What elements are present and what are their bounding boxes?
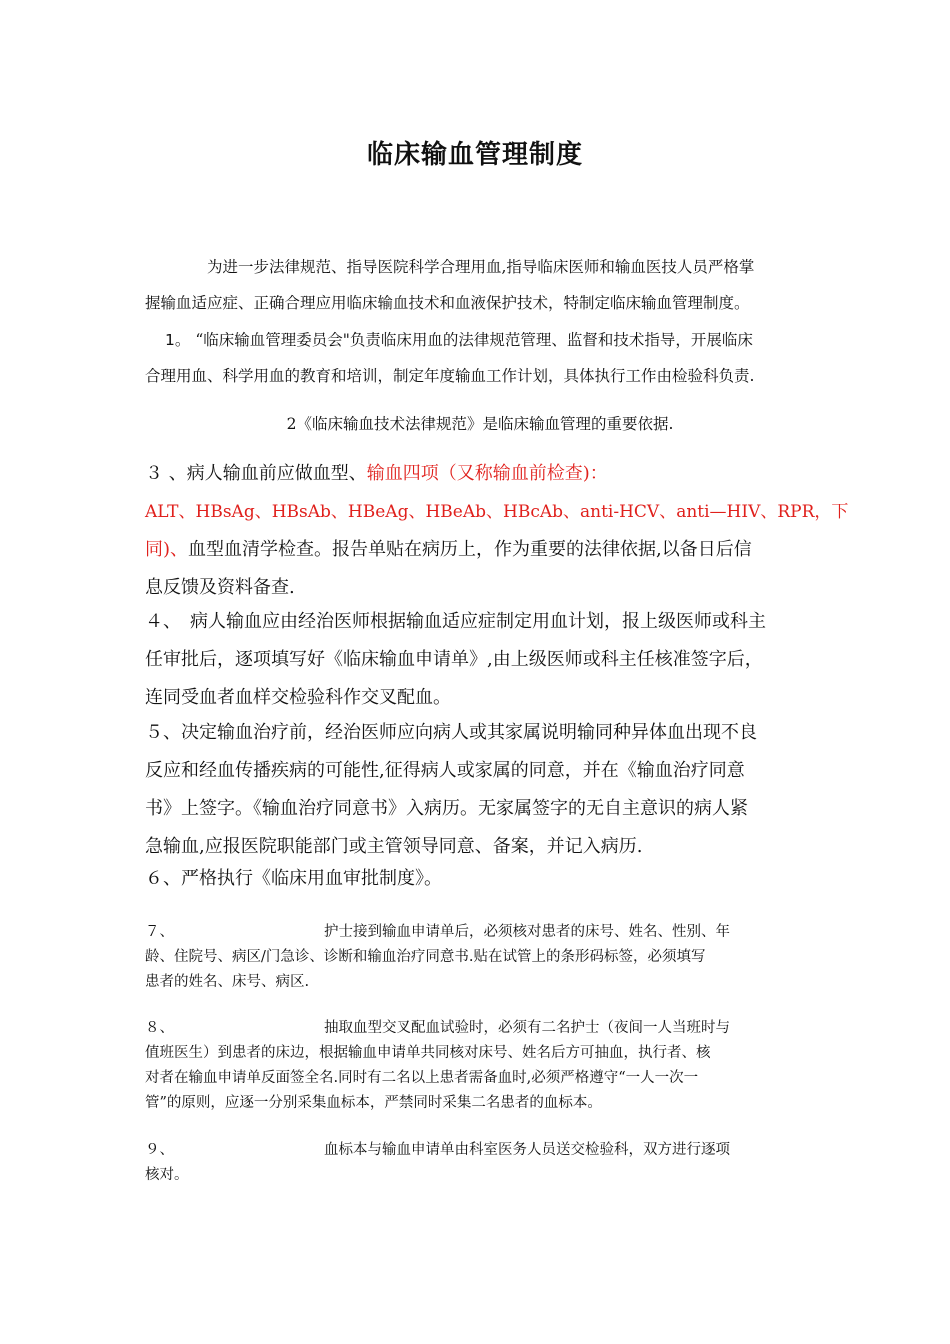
item-3-red-1: 输血四项（又称输血前检查)： xyxy=(366,463,608,484)
item-1-line-1: “临床输血管理委员会"负责临床用血的法律规范管理、监督和技术指导，开展临床 xyxy=(195,331,753,349)
item-5-line-1: ５、决定输血治疗前，经治医师应向病人或其家属说明输同种异体血出现不良 xyxy=(145,722,757,743)
item-8 xyxy=(145,1016,815,1116)
item-8-line-4: 管”的原则，应逐一分别采集血标本，严禁同时采集二名患者的血标本。 xyxy=(145,1095,602,1111)
item-7-line-1: 护士接到输血申请单后，必须核对患者的床号、姓名、性别、年 xyxy=(324,924,730,940)
item-8-line-3: 对者在输血申请单反面签全名.同时有二名以上患者需备血时,必须严格遵守“一人一次一 xyxy=(145,1070,699,1086)
item-3 xyxy=(145,455,849,607)
intro-line-1: 为进一步法律规范、指导医院科学合理用血,指导临床医师和输血医技人员严格掌 xyxy=(207,258,755,276)
item-4 xyxy=(145,603,815,717)
intro-paragraph xyxy=(145,249,815,321)
item-1-number: 1。 xyxy=(165,331,191,349)
item-9-line-1: 血标本与输血申请单由科室医务人员送交检验科，双方进行逐项 xyxy=(324,1142,730,1158)
item-7-number: ７、 xyxy=(145,924,174,940)
intro-line-2: 握输血适应症、正确合理应用临床输血技术和血液保护技术，特制定临床输血管理制度。 xyxy=(145,294,750,312)
item-5 xyxy=(145,714,815,866)
item-3-red-3: 同)、 xyxy=(145,539,189,560)
item-3-red-2: ALT、HBsAg、HBsAb、HBeAg、HBeAb、HBcAb、anti-HCV、anti—HIV、RPR，下 xyxy=(145,502,849,522)
item-9 xyxy=(145,1138,815,1188)
item-4-line-1: ４、 病人输血应由经治医师根据输血适应症制定用血计划，报上级医师或科主 xyxy=(145,611,766,632)
item-9-line-2: 核对。 xyxy=(145,1167,189,1183)
item-6-text: ６、严格执行《临床用血审批制度》。 xyxy=(145,868,442,889)
item-3-rest-2: 息反馈及资料备查. xyxy=(145,577,295,598)
item-3-prefix: ３ 、病人输血前应做血型、 xyxy=(145,463,367,484)
page-title: 临床输血管理制度 xyxy=(366,140,583,170)
item-7 xyxy=(145,920,815,995)
item-6 xyxy=(145,860,815,898)
item-5-line-3: 书》上签字。《输血治疗同意书》入病历。无家属签字的无自主意识的病人紧 xyxy=(145,798,748,819)
item-4-line-3: 连同受血者血样交检验科作交叉配血。 xyxy=(145,687,451,708)
item-7-line-2: 龄、住院号、病区/门急诊、诊断和输血治疗同意书.贴在试管上的条形码标签，必须填写 xyxy=(145,949,706,965)
item-2-text: 2《临床输血技术法律规范》是临床输血管理的重要依据. xyxy=(286,415,674,433)
item-3-rest-1: 血型血清学检查。报告单贴在病历上，作为重要的法律依据,以备日后信 xyxy=(188,539,752,560)
item-1-line-2: 合理用血、科学用血的教育和培训，制定年度输血工作计划，具体执行工作由检验科负责. xyxy=(145,367,755,385)
item-5-line-4: 急输血,应报医院职能部门或主管领导同意、备案，并记入病历. xyxy=(145,836,643,857)
item-4-line-2: 任审批后，逐项填写好《临床输血申请单》,由上级医师或科主任核准签字后， xyxy=(145,649,763,670)
item-5-line-2: 反应和经血传播疾病的可能性,征得病人或家属的同意，并在《输血治疗同意 xyxy=(145,760,745,781)
item-8-number: ８、 xyxy=(145,1020,174,1036)
item-7-line-3: 患者的姓名、床号、病区. xyxy=(145,974,310,990)
item-8-line-2: 值班医生）到患者的床边，根据输血申请单共同核对床号、姓名后方可抽血，执行者、核 xyxy=(145,1045,711,1061)
item-9-number: ９、 xyxy=(145,1142,174,1158)
item-1 xyxy=(145,322,815,394)
item-2 xyxy=(145,406,815,442)
item-8-line-1: 抽取血型交叉配血试验时，必须有二名护士（夜间一人当班时与 xyxy=(324,1020,730,1036)
